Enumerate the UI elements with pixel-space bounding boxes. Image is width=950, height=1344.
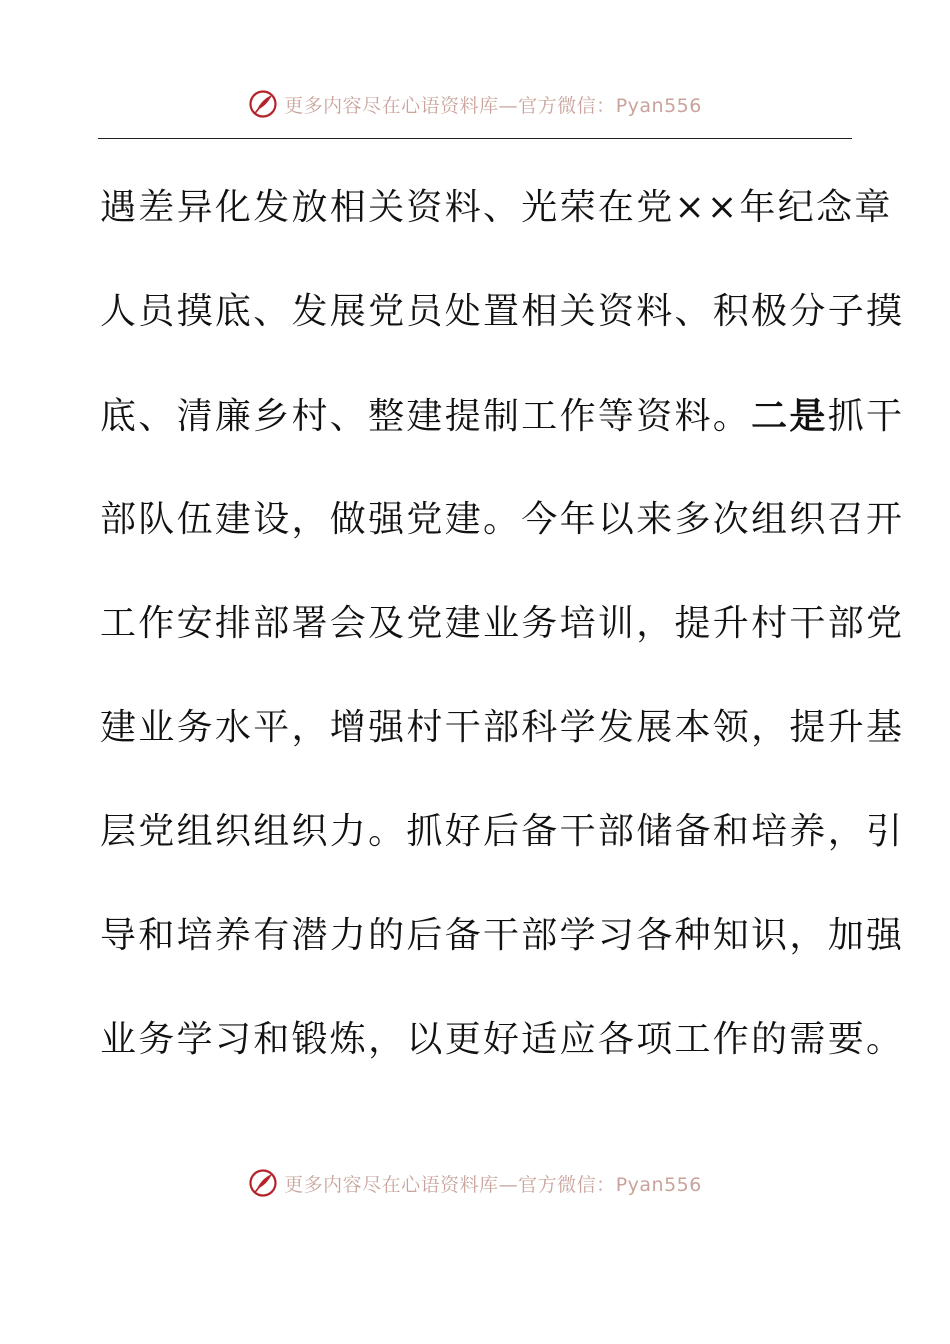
body-line-3 — [100, 386, 905, 490]
body-line-5: 工作安排部署会及党建业务培训，提升村干部党 — [100, 603, 905, 644]
watermark-separator: — — [498, 94, 519, 117]
document-body — [100, 178, 905, 1114]
body-line-7: 层党组织组织力。抓好后备干部储备和培养，引 — [100, 811, 905, 852]
watermark-wechat-label: 官方微信： — [518, 94, 616, 117]
body-line-1: 遇差异化发放相关资料、光荣在党××年纪念章 — [100, 187, 893, 228]
quill-logo-icon — [248, 1168, 278, 1198]
body-line-3-before: 底、清廉乡村、整建提制工作等资料。 — [100, 396, 752, 437]
watermark-separator: — — [498, 1173, 519, 1196]
watermark-text — [284, 1170, 702, 1197]
body-line-4: 部队伍建设，做强党建。今年以来多次组织召开 — [100, 499, 905, 540]
body-line-9: 业务学习和锻炼，以更好适应各项工作的需要。 — [100, 1019, 905, 1060]
body-line-3-after: 抓干 — [827, 396, 905, 437]
watermark-wechat-id: Pyan556 — [615, 94, 702, 117]
body-line-3-bold: 二是 — [751, 395, 828, 437]
quill-logo-icon — [248, 89, 278, 119]
header-divider — [98, 138, 852, 139]
watermark-brand: 更多内容尽在心语资料库 — [284, 1173, 499, 1196]
watermark-text — [284, 91, 702, 118]
watermark-wechat-label: 官方微信： — [518, 1173, 616, 1196]
watermark-brand: 更多内容尽在心语资料库 — [284, 94, 499, 117]
footer-watermark — [0, 1163, 950, 1203]
header-watermark — [0, 84, 950, 124]
watermark-wechat-id: Pyan556 — [615, 1173, 702, 1196]
body-line-8: 导和培养有潜力的后备干部学习各种知识，加强 — [100, 915, 905, 956]
body-line-6: 建业务水平，增强村干部科学发展本领，提升基 — [100, 707, 905, 748]
body-line-2: 人员摸底、发展党员处置相关资料、积极分子摸 — [100, 291, 905, 332]
